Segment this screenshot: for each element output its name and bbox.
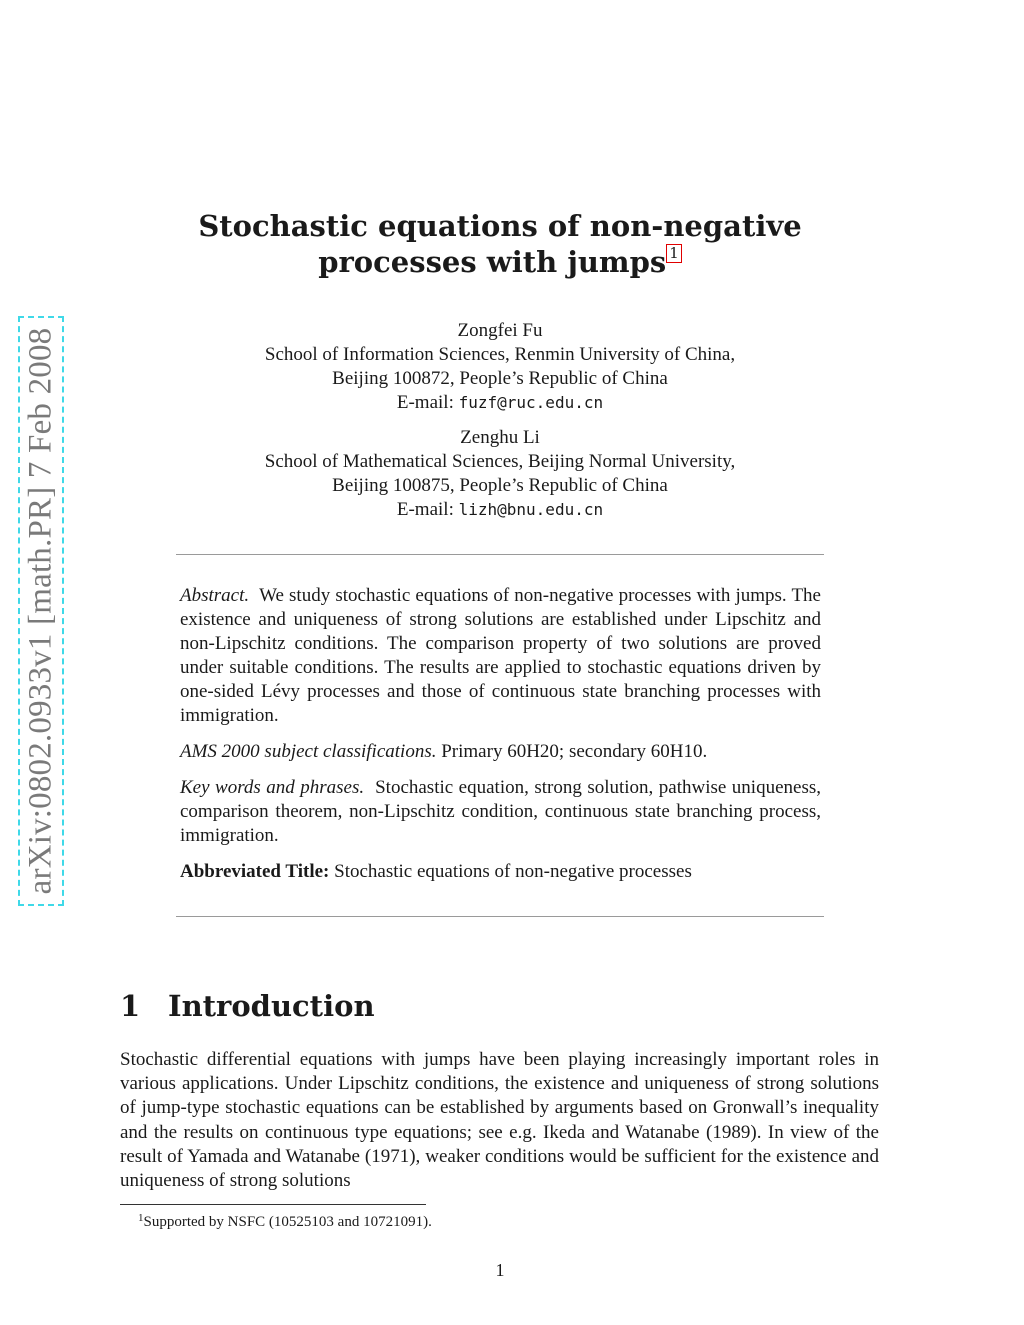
author-name: Zongfei Fu xyxy=(457,320,543,341)
email-label: E-mail: xyxy=(396,499,454,520)
author-email[interactable]: fuzf@ruc.edu.cn xyxy=(458,393,604,412)
footnote-text: Supported by NSFC (10525103 and 10721091). xyxy=(143,1214,432,1230)
keywords-label: Key words and phrases. xyxy=(180,777,365,798)
footnote xyxy=(138,1208,432,1232)
author-email[interactable]: lizh@bnu.edu.cn xyxy=(458,500,604,519)
ams-classification xyxy=(180,740,821,764)
abstract-text: We study stochastic equations of non-negative processes with jumps. The existence and uniqueness of strong solutions are established under Lipschitz and non-Lipschitz conditions. The comparison property of two solutions are proved under suitable conditions. The results are applied to stochastic equations driven by one-sided Lévy processes and those of continuous state branching processes with immigration. xyxy=(180,585,821,726)
footnote-rule xyxy=(120,1204,426,1205)
paper-title xyxy=(0,208,1000,280)
abbreviated-title xyxy=(180,860,821,884)
ams-label: AMS 2000 subject classifications. xyxy=(180,741,437,762)
abbrev-text: Stochastic equations of non-negative processes xyxy=(334,861,692,882)
intro-paragraph: Stochastic differential equations with jumps have been playing increasingly important roles in various applications. Under Lipschitz conditions, the existence and uniqueness of strong solutions of jump-type stochastic equations can be established by arguments based on Gronwall’s inequality and the results on continuous type equations; see e.g. Ikeda and Watanabe (1989). In view of the result of Yamada and Watanabe (1971), weaker conditions would be sufficient for the existence and uniqueness of strong solutions xyxy=(120,1049,879,1192)
abstract-paragraph xyxy=(180,584,821,728)
title-footnote-link[interactable]: 1 xyxy=(666,244,682,263)
keywords-text: Stochastic equation, strong solution, pathwise uniqueness, comparison theorem, non-Lipschitz condition, continuous state branching process, immigration. xyxy=(180,777,821,846)
title-line-1: Stochastic equations of non-negative xyxy=(198,209,802,243)
title-line-2-text: processes with jumps xyxy=(318,245,667,279)
author-block-2 xyxy=(0,426,1000,522)
keywords xyxy=(180,776,821,848)
abbrev-label: Abbreviated Title: xyxy=(180,861,330,882)
title-line-2 xyxy=(0,244,1000,280)
footnote-mark: 1 xyxy=(138,1212,144,1224)
author-email-line xyxy=(0,498,1000,522)
page-number: 1 xyxy=(495,1260,505,1280)
arxiv-stamp-text: arXiv:0802.0933v1 [math.PR] 7 Feb 2008 xyxy=(22,327,59,895)
abstract-top-rule xyxy=(176,554,824,555)
author-address: Beijing 100875, People’s Republic of China xyxy=(332,475,668,496)
ams-text: Primary 60H20; secondary 60H10. xyxy=(441,741,708,762)
author-affiliation: School of Mathematical Sciences, Beijing Normal University, xyxy=(264,451,736,472)
section-title: Introduction xyxy=(168,989,375,1023)
author-address: Beijing 100872, People’s Republic of China xyxy=(332,368,668,389)
author-block-1 xyxy=(0,319,1000,415)
section-heading xyxy=(120,988,375,1024)
abstract-block xyxy=(180,584,821,884)
author-name: Zenghu Li xyxy=(460,427,540,448)
abstract-label: Abstract. xyxy=(180,585,250,606)
email-label: E-mail: xyxy=(396,392,454,413)
abstract-bottom-rule xyxy=(176,916,824,917)
author-affiliation: School of Information Sciences, Renmin University of China, xyxy=(264,344,736,365)
section-number: 1 xyxy=(120,989,141,1023)
author-email-line xyxy=(0,391,1000,415)
